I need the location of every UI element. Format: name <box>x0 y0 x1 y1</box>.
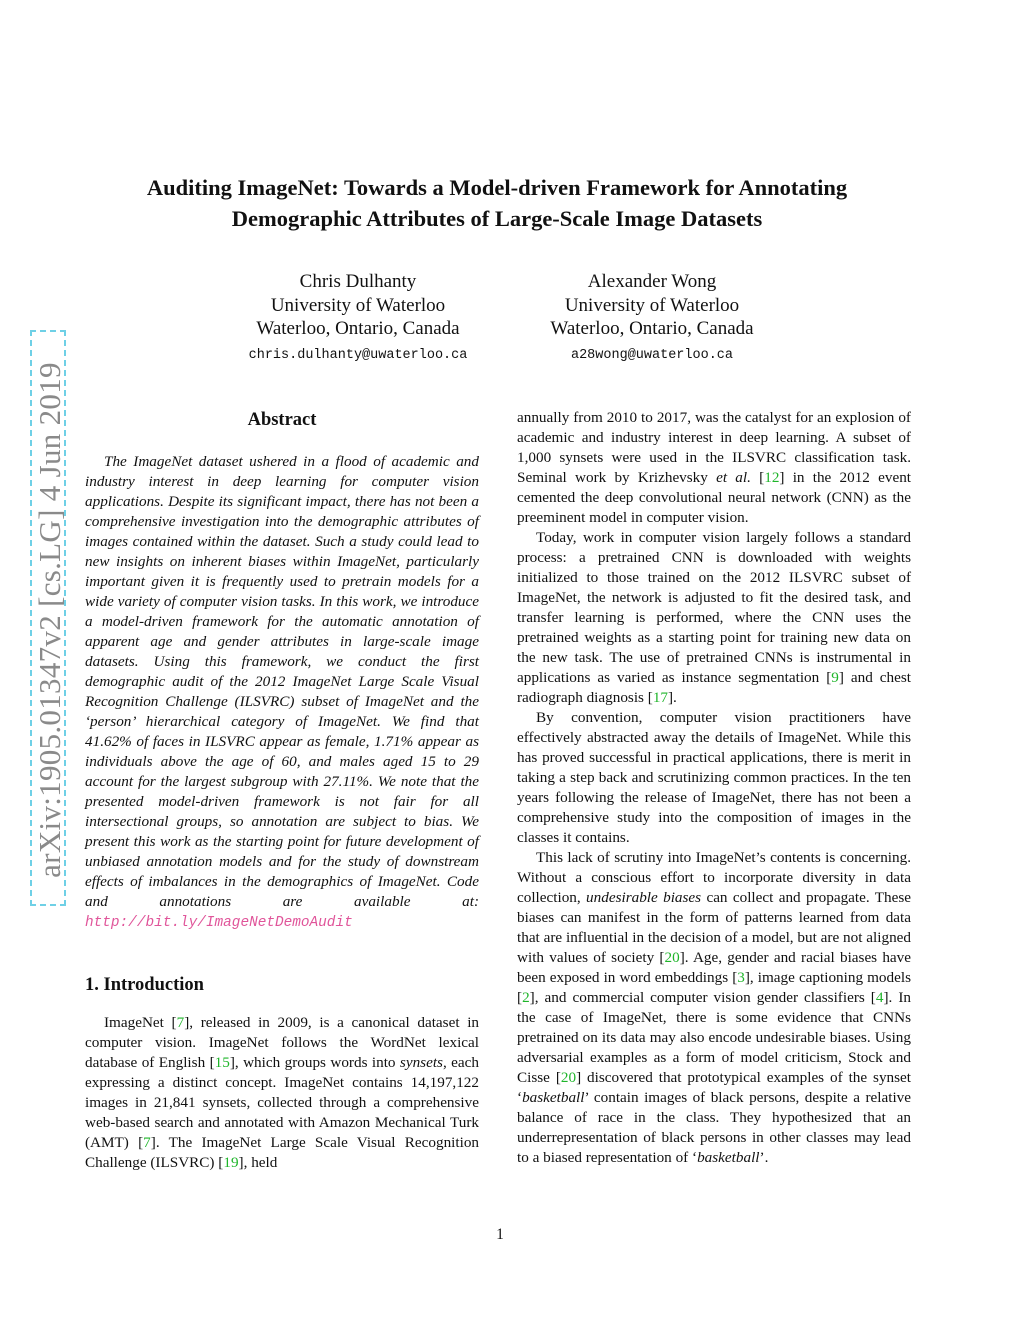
citation-link[interactable]: 15 <box>214 1054 230 1071</box>
arxiv-sidebar <box>30 330 66 906</box>
citation-link[interactable]: 12 <box>764 469 780 486</box>
author-location: Waterloo, Ontario, Canada <box>256 318 460 339</box>
author-affiliation: University of Waterloo <box>564 294 740 316</box>
left-column <box>85 408 479 1173</box>
citation-link[interactable]: 2 <box>522 989 530 1006</box>
page-number: 1 <box>496 1226 504 1243</box>
title-line-2: Demographic Attributes of Large-Scale Image Datasets <box>231 206 763 231</box>
arxiv-identifier: arXiv:1905.01347v2 [cs.LG] 4 Jun 2019 <box>32 362 67 878</box>
author-name: Alexander Wong <box>587 271 717 292</box>
author-block-2 <box>512 270 792 367</box>
intro-paragraph-3: By convention, computer vision practitioners have effectively abstracted away the details of ImageNet. While this has proved successful in practical applications, there is merit in taking a step back and scrutinizing common practices. In the ten years following the release of ImageNet, there has not been a comprehensive study into the composition of images in the classes it contains. <box>517 709 911 846</box>
intro-paragraph-4: This lack of scrutiny into ImageNet’s contents is concerning. Without a conscious effort to incorporate diversity in data collection, undesirable biases can collect and propagate. These biases can manifest in the form of patterns learned from data that are influential in the decision of a model, but are not aligned with values of society [20]. Age, gender and racial biases have been exposed in word embeddings [3], image captioning models [2], and commercial computer vision gender classifiers [4]. In the case of ImageNet, there is some evidence that CNNs pretrained on its data may also encode undesirable biases. Using adversarial examples as a form of model criticism, Stock and Cisse [20] discovered that prototypical examples of the synset ‘basketball’ contain images of black persons, despite a relative balance of race in the class. They hypothesized that an underrepresentation of black persons in other classes may lead to a biased representation of ‘basketball’. <box>517 849 912 1166</box>
author-email: a28wong@uwaterloo.ca <box>570 347 734 363</box>
author-name: Chris Dulhanty <box>299 271 417 292</box>
citation-link[interactable]: 3 <box>737 969 745 986</box>
section-heading-introduction: 1. Introduction <box>85 975 204 995</box>
author-affiliation: University of Waterloo <box>270 294 446 316</box>
abstract-text <box>85 452 479 933</box>
right-column <box>517 408 911 1168</box>
intro-paragraph-1: ImageNet [7], released in 2009, is a canonical dataset in computer vision. ImageNet follows the WordNet lexical database of English [15], which groups words into synsets, each expressing a distinct concept. ImageNet contains 14,197,122 images in 21,841 synsets, collected through a comprehensive web-based search and annotated with Amazon Mechanical Turk (AMT) [7]. The ImageNet Large Scale Visual Recognition Challenge (ILSVRC) [19], held <box>85 1014 480 1171</box>
citation-link[interactable]: 19 <box>223 1154 239 1171</box>
author-block-1 <box>218 270 498 367</box>
intro-paragraph-2: Today, work in computer vision largely follows a standard process: a pretrained CNN is downloaded with weights initialized to those trained on the 2012 ILSVRC subset of ImageNet, the network is adjusted to fit the desired task, and transfer learning is performed, where the CNN uses the pretrained weights as a starting point for training new data on the new task. The use of pretrained CNNs is instrumental in applications as varied as instance segmentation [9] and chest radiograph diagnosis [17]. <box>517 529 911 706</box>
citation-link[interactable]: 9 <box>831 669 839 686</box>
citation-link[interactable]: 17 <box>652 689 668 706</box>
code-link[interactable]: http://bit.ly/ImageNetDemoAudit <box>85 915 353 931</box>
citation-link[interactable]: 20 <box>664 949 680 966</box>
citation-link[interactable]: 20 <box>560 1069 577 1086</box>
paper-title <box>100 172 894 234</box>
intro-paragraph-1-continued: annually from 2010 to 2017, was the catalyst for an explosion of academic and industry interest in deep learning. A subset of 1,000 synsets were used in the ILSVRC classification task. Seminal work by Krizhevsky et al. [12] in the 2012 event cemented the deep convolutional neural network (CNN) as the preeminent model in computer vision. <box>517 409 912 526</box>
citation-link[interactable]: 7 <box>143 1134 151 1151</box>
author-location: Waterloo, Ontario, Canada <box>550 318 754 339</box>
citation-link[interactable]: 4 <box>875 989 884 1006</box>
title-line-1: Auditing ImageNet: Towards a Model-driven Framework for Annotating <box>146 175 848 200</box>
author-email: chris.dulhanty@uwaterloo.ca <box>248 347 468 363</box>
citation-link[interactable]: 7 <box>176 1014 185 1031</box>
abstract-body: The ImageNet dataset ushered in a flood of academic and industry interest in deep learning for computer vision applications. Despite its significant impact, there has not been a comprehensive investigation into the demographic attributes of images contained within the dataset. Such a study could lead to new insights on inherent biases within ImageNet, particularly important given it is frequently used to pretrain models for a wide variety of computer vision tasks. In this work, we introduce a model-driven framework for the automatic annotation of apparent age and gender attributes in large-scale image datasets. Using this framework, we conduct the first demographic audit of the 2012 ImageNet Large Scale Visual Recognition Challenge (ILSVRC) subset of ImageNet and the ‘person’ hierarchical category of ImageNet. We find that 41.62% of faces in ILSVRC appear as female, 1.71% appear as individuals above the age of 60, and males aged 15 to 29 account for the largest subgroup with 27.11%. We note that the presented model-driven framework is not fair for all intersectional groups, so annotation are subject to bias. We present this work as the starting point for future development of unbiased annotation models and for the study of downstream effects of imbalances in the demographics of ImageNet. Code and annotations are available at: <box>85 453 479 910</box>
abstract-heading: Abstract <box>247 410 317 430</box>
